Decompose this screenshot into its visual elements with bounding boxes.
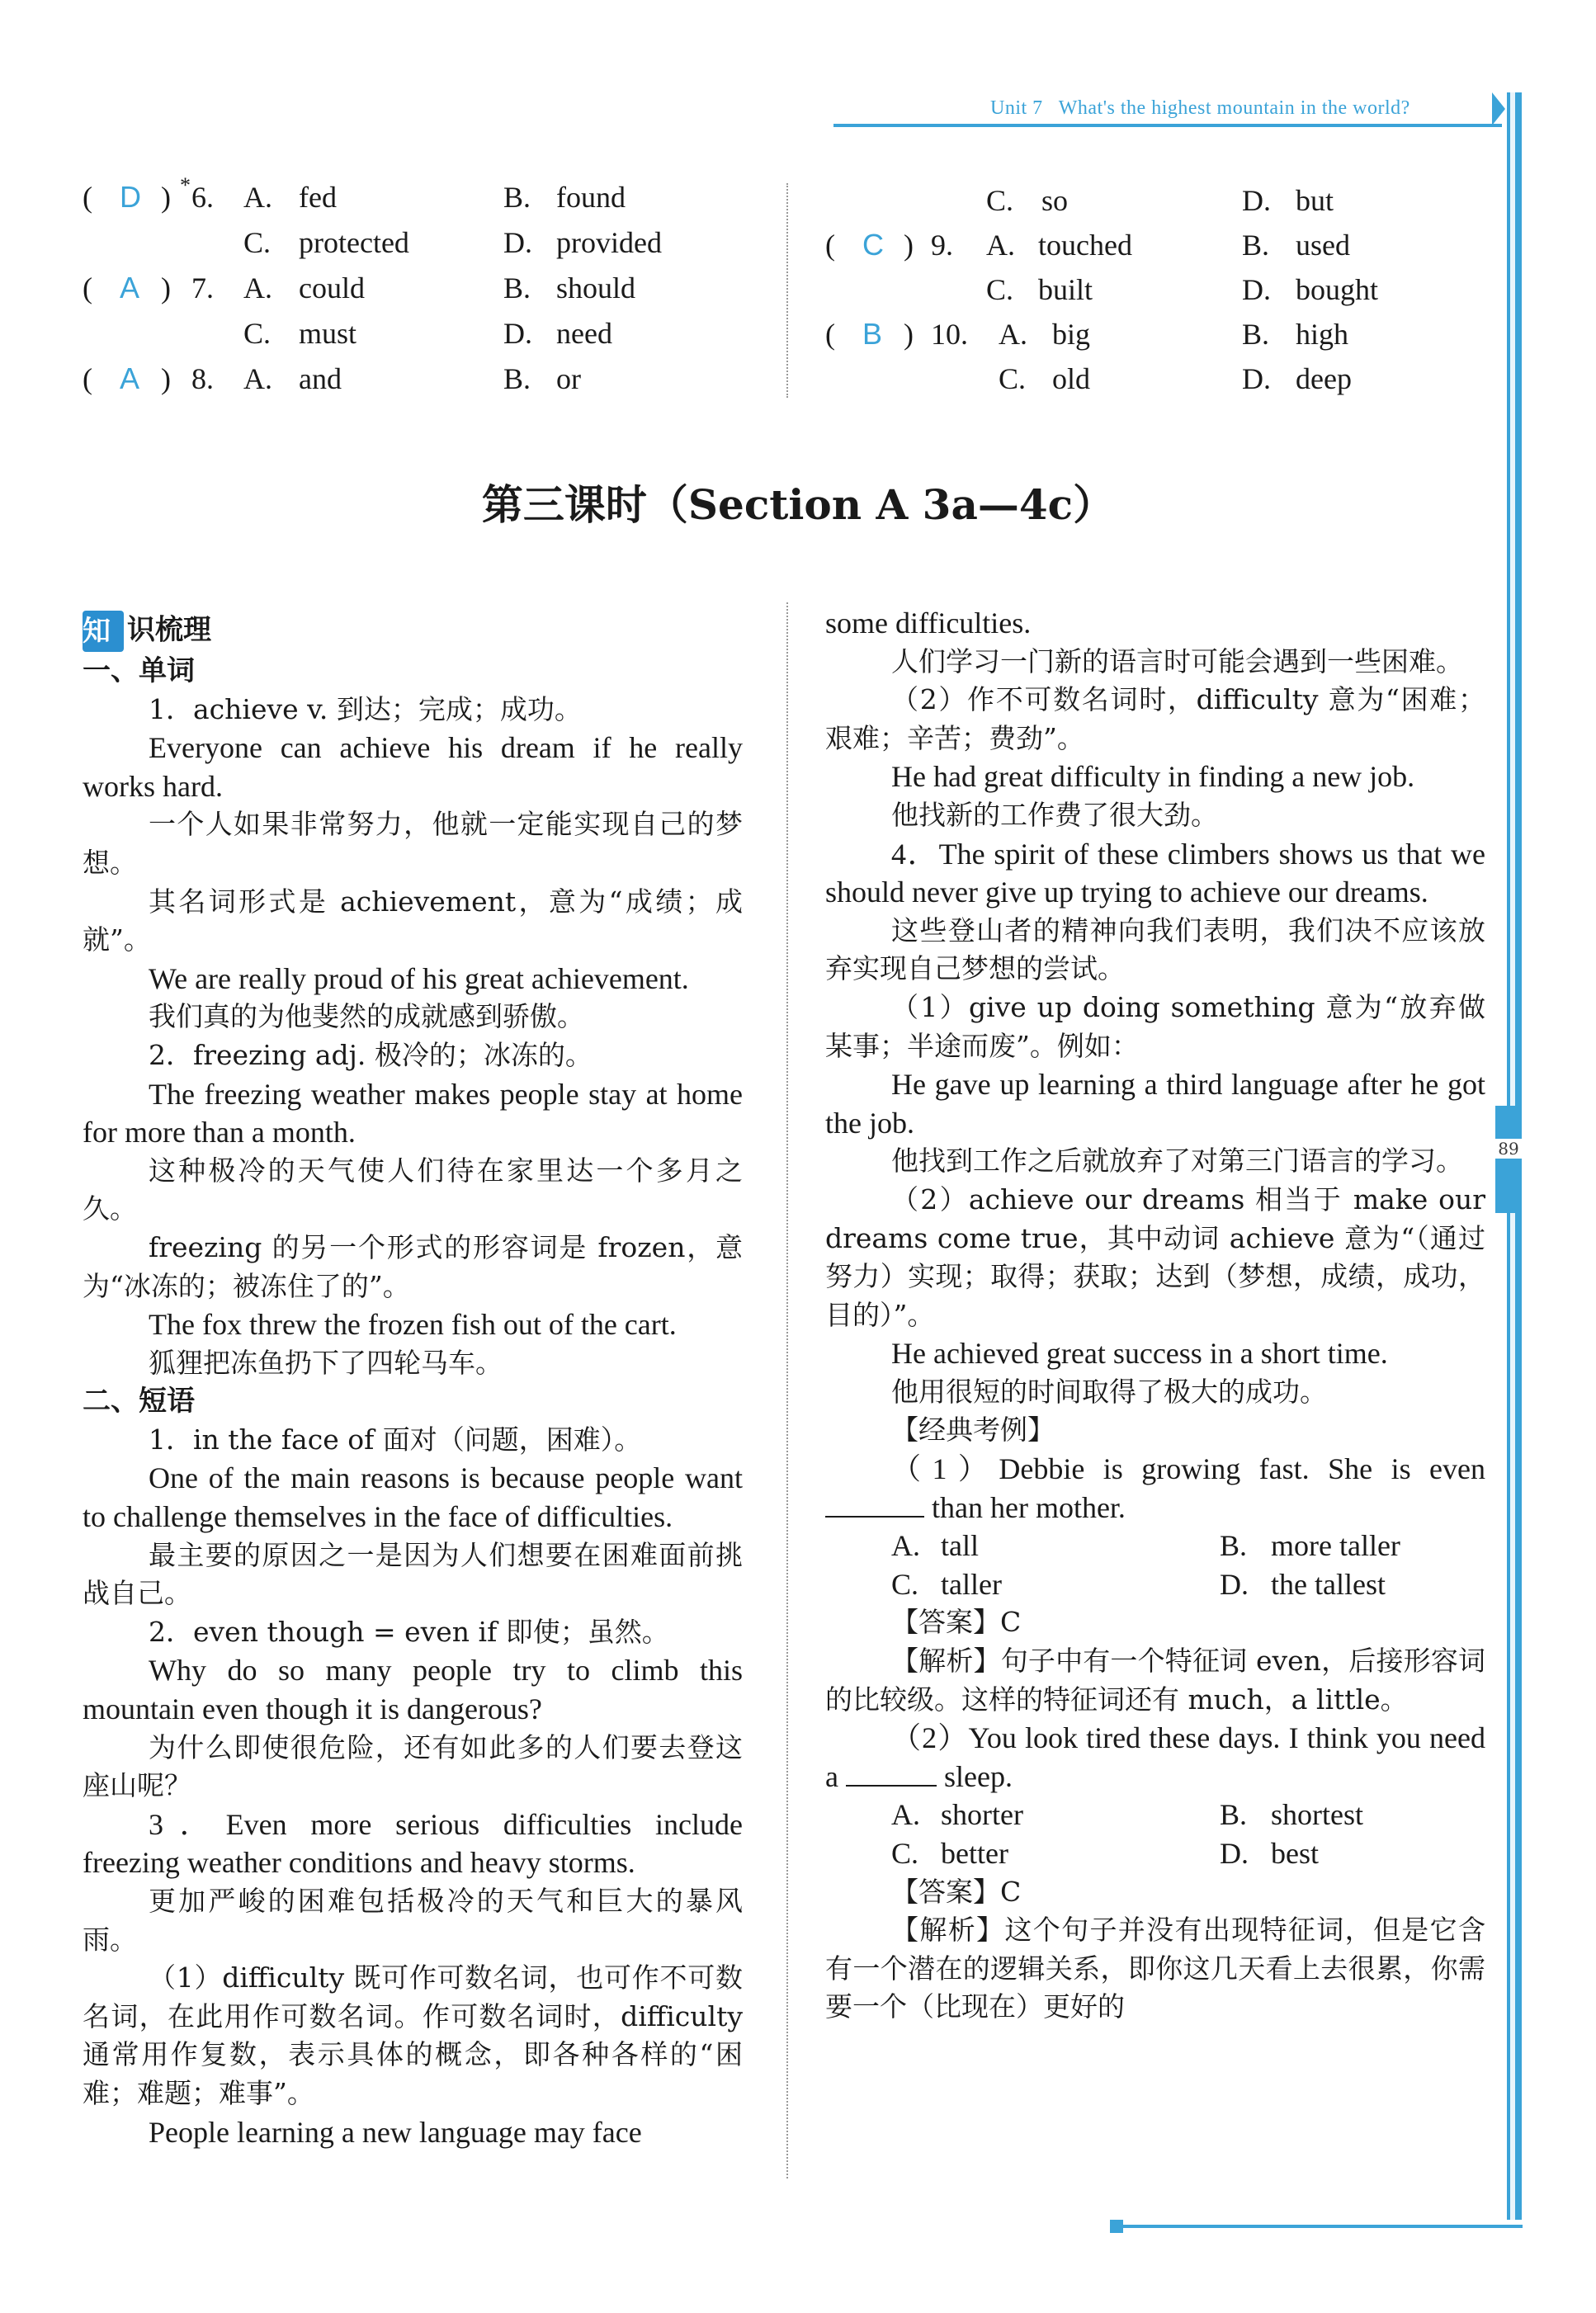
left-column: 知 识梳理 一、单词 1．achieve v. 到达；完成；成功。 Everyone can achieve his dream if he really works hard. 一个人如果非常努力，他就一定能实现自己的梦想。 其名词形式是 achievement，意为“成绩；成就”。 We are really proud of his great achievement. 我们真的为他斐然的成就感到骄傲。 2．freezing adj. 极冷的；冰冻的。 The freezing weather makes people stay at home for more than a month. 这种极冷的天气使人们待在家里达一个多月之久。 freezing 的另一个形式的形容词是 frozen，意为“冰冻的；被冻住了的”。 The fox threw the frozen fish out of the cart. 狐狸把冻鱼扔下了四轮马车。 二、短语 1．in the face of 面对（问题，困难）。 One of the main reasons is because people want to challenge themselves in the face of difficulties. 最主要的原因之一是因为人们想要在困难面前挑战自己。 2．even though = even if 即使；虽然。 Why do so many people try to climb this mountain even though it is dangerous? 为什么即使很危险，还有如此多的人们要去登这座山呢？ 3．Even more serious difficulties include freezing weather conditions and heavy storms. 更加严峻的困难包括极冷的天气和巨大的暴风雨。 （1）difficulty 既可作可数名词，也可作不可数名词，在此用作可数名词。作可数名词时，difficulty 通常用作复数，表示具体的概念，即各种各样的“困难；难题；难事”。 People learning a new language may face xyxy=(83,611,743,2151)
answer-2: 【答案】C xyxy=(891,1875,1022,1908)
answer-blank xyxy=(846,1760,937,1787)
footer-rule xyxy=(1118,2225,1523,2228)
example-heading: 【经典考例】 xyxy=(891,1414,1055,1447)
page-tab xyxy=(1495,1106,1522,1213)
header-rule xyxy=(833,124,1502,127)
right-column: some difficulties. 人们学习一门新的语言时可能会遇到一些困难。 （2）作不可数名词时，difficulty 意为“困难；艰难；辛苦；费劲”。 He had great difficulty in finding a new job. 他找新的工作费了很大劲。 4．The spirit of these climbers shows us that we should never give up trying to achieve our dreams. 这些登山者的精神向我们表明，我们决不应该放弃实现自己梦想的尝试。 （1）give up doing something 意为“放弃做某事；半途而废”。例如： He gave up learning a third language after he got the job. 他找到工作之后就放弃了对第三门语言的学习。 （2）achieve our dreams 相当于 make our dreams come true，其中动词 achieve 意为“（通过努力）实现；取得；获取；达到（梦想，成绩，成功，目的）”。 He achieved great success in a short time. 他用很短的时间取得了极大的成功。 【经典考例】 （1）Debbie is growing fast. She is even than her mother. A. tall B. more taller C. taller D. the tallest 【答案】C 【解析】句子中有一个特征词 even，后接形容词的比较级。这样的特征词还有 much，a little。 （2）You look tired these days. I think you need a sleep. A. shorter B. shortest C. better D. best 【答案】C 【解析】这个句子并没有出现特征词，但是它含有一个潜在的逻辑关系，即你这几天看上去很累，你需要一个（比现在）更好的 xyxy=(825,604,1485,2027)
question-2-options-row2: C. better D. best xyxy=(891,1837,1319,1870)
analysis-2: 【解析】这个句子并没有出现特征词，但是它含有一个潜在的逻辑关系，即你这几天看上去很累，你需要一个（比现在）更好的 xyxy=(825,1914,1485,2023)
answer-1: 【答案】C xyxy=(891,1606,1022,1639)
question-1-options: A. tall B. more taller xyxy=(891,1529,1400,1563)
heading-phrases: 二、短语 xyxy=(83,1385,195,1418)
answer-9: C xyxy=(862,228,884,262)
header-arrow-icon xyxy=(1492,92,1505,125)
question-2: （2）You look tired these days. I think you need a sleep. xyxy=(825,1721,1485,1793)
lesson-title: 第三课时（Section A 3a—4c） xyxy=(481,480,1115,529)
answer-8: A xyxy=(120,361,140,395)
question-2-options: A. shorter B. shortest xyxy=(891,1798,1363,1832)
section-badge: 知 xyxy=(83,611,124,652)
document-page: Unit 7 What's the highest mountain in the world? 89 ( D ) * 6. A. fed B. found C. protected D. provided ( A ) 7. A. could B. should C. must D. need ( A ) 8. A. and B. or C. so D. but ( C ) 9. A. touched B. used C. built D. bought ( B ) 10. A. big B. high C. old D. deep 第三课时（Section A 3a—4c） 知 识梳理 一、单词 1．achieve v. 到达；完成；成功。 Everyone can achieve his dream if he really works hard. 一个人如果非常努力，他就一定能实现自己的梦想。 其名词形式是 achievement，意为“成绩；成就”。 We are really proud of his great achievement. 我们真的为他斐然的成就感到骄傲。 2．freezing adj. 极冷的；冰冻的。 The freezing weather makes people stay at home for more than a month. 这种极冷的天气使人们待在家里达一个多月之久。 freezing 的另一个形式的形容词是 frozen，意为“冰冻的；被冻住了的”。 The fox threw the frozen fish out of the cart. 狐狸把冻鱼扔下了四轮马车。 二、短语 1．in the face of 面对（问题，困难）。 One of the main reasons is because people want to challenge themselves in the face of difficulties. 最主要的原因之一是因为人们想要在困难面前挑战自己。 2．even though = even if 即使；虽然。 Why do so many people try to climb this mountain even though it is dangerous? 为什么即使很危险，还有如此多的人们要去登这座山呢？ 3．Even more serious difficulties include freezing weather conditions and heavy storms. 更加严峻的困难包括极冷的天气和巨大的暴风雨。 （1）difficulty 既可作可数名词，也可作不可数名词，在此用作可数名词。作可数名词时，difficulty 通常用作复数，表示具体的概念，即各种各样的“困难；难题；难事”。 People learning a new language may face some difficulties. 人们学习一门新的语言时可能会遇到一些困难。 （2）作不可数名词时，difficulty 意为“困难；艰难；辛苦；费劲”。 He had great difficulty in finding a new job. 他找新的工作费了很大劲。 4．The spirit of these climbers shows us that we should never give up trying to achieve our dreams. 这些登山者的精神向我们表明，我们决不应该放弃实现自己梦想的尝试。 （1）give up doing something 意为“放弃做某事；半途而废”。例如： He gave up learning a third language after he got the job. 他找到工作之后就放弃了对第三门语言的学习。 （2）achieve our dreams 相当于 make our dreams come true，其中动词 achieve 意为“（通过努力）实现；取得；获取；达到（梦想，成绩，成功，目的）”。 He achieved great success in a short time. 他用很短的时间取得了极大的成功。 【经典考例】 （1）Debbie is growing fast. She is even than her mother. A. tall B. more taller C. taller D. the tallest 【答案】C 【解析】句子中有一个特征词 even，后接形容词的比较级。这样的特征词还有 much，a little。 （2）You look tired these days. I think you need a sleep. A. shorter B. shortest C. better D. best 【答案】C 【解析】这个句子并没有出现特征词，但是它含有一个潜在的逻辑关系，即你这几天看上去很累，你需要一个（比现在）更好的 xyxy=(0,0,1596,2313)
answer-10: B xyxy=(862,317,883,351)
heading-words: 一、单词 xyxy=(83,654,195,687)
answer-6: D xyxy=(120,180,141,214)
exercise-divider xyxy=(786,183,788,398)
question-1: （1）Debbie is growing fast. She is even than her mother. xyxy=(825,1450,1485,1527)
question-1-options-row2: C. taller D. the tallest xyxy=(891,1567,1386,1601)
header-title: What's the highest mountain in the world? xyxy=(1058,97,1410,119)
column-divider xyxy=(786,602,788,2178)
header-unit: Unit 7 xyxy=(990,97,1043,119)
answer-7: A xyxy=(120,271,140,304)
section-heading: 知 识梳理 xyxy=(83,611,743,652)
running-header xyxy=(990,97,1410,120)
answer-blank xyxy=(825,1491,924,1518)
analysis-1: 【解析】句子中有一个特征词 even，后接形容词的比较级。这样的特征词还有 much，a little。 xyxy=(825,1645,1485,1716)
page-number: 89 xyxy=(1495,1139,1522,1159)
